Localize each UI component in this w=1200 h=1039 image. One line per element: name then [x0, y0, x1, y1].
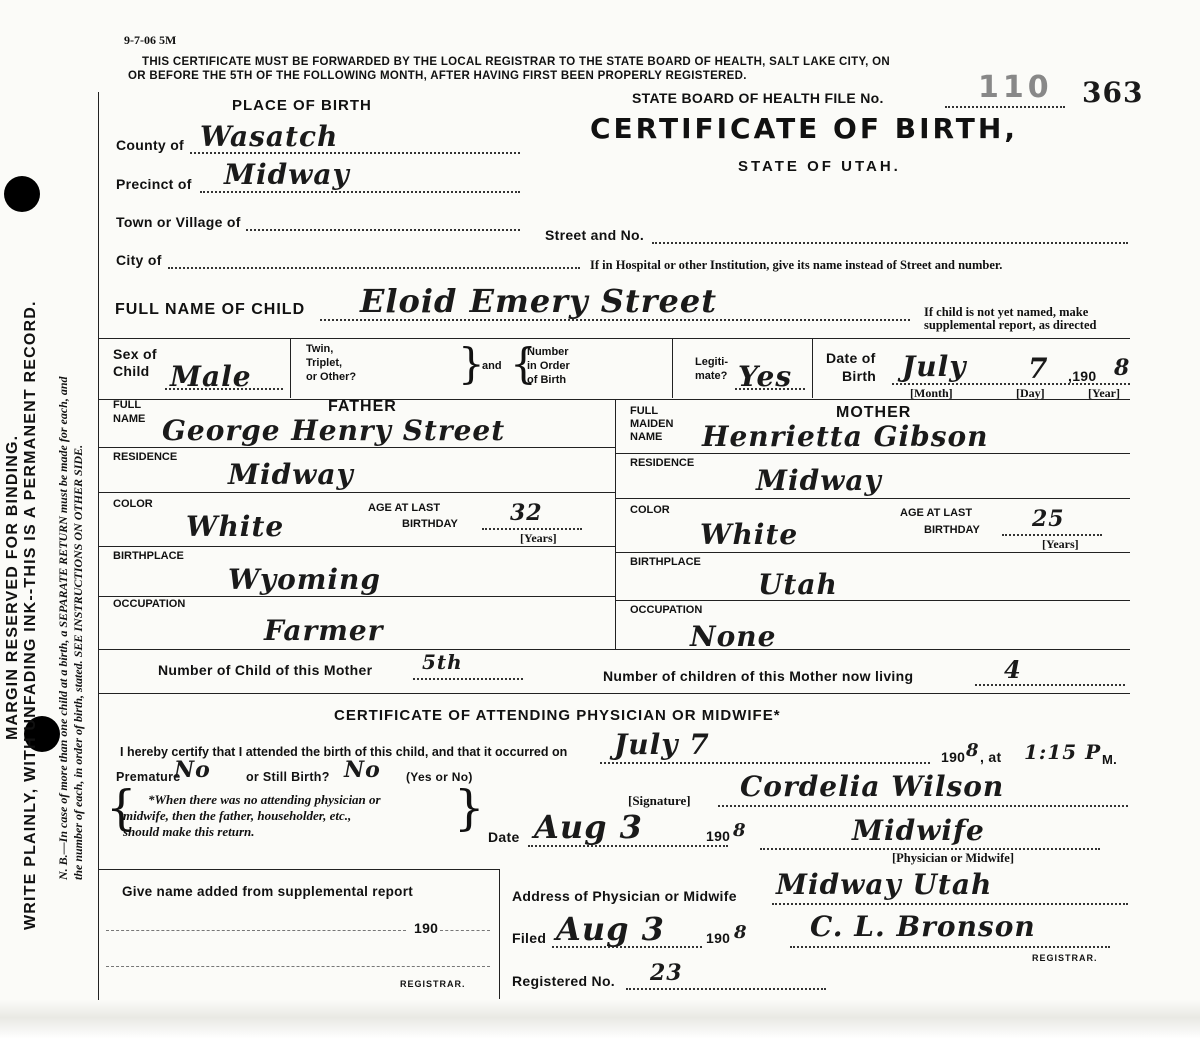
mother-occupation-value: None	[690, 620, 777, 653]
order-label-3: of Birth	[527, 374, 567, 386]
filed-label: Filed	[512, 930, 547, 946]
state-title: STATE OF UTAH.	[738, 158, 901, 175]
child-name-note-2: supplemental report, as directed	[924, 318, 1097, 332]
filed-year-prefix: 190	[706, 930, 731, 946]
father-occupation-value: Farmer	[264, 614, 384, 647]
date-value: Aug 3	[534, 808, 643, 846]
registered-value: 23	[650, 960, 683, 986]
mother-residence-value: Midway	[756, 464, 882, 497]
father-color-value: White	[186, 510, 285, 543]
child-name-value: Eloid Emery Street	[360, 282, 718, 320]
filed-year-suffix: 8	[734, 922, 748, 943]
supplemental-line-3	[106, 966, 490, 967]
birth-year-suffix: 8	[1114, 355, 1131, 381]
mother-occupation-label: OCCUPATION	[630, 604, 703, 616]
form-code: 9-7-06 5M	[124, 33, 177, 47]
legit-divider	[812, 338, 813, 398]
rule-physician-top	[98, 693, 1130, 694]
street-line	[652, 242, 1128, 244]
file-no-value: 110	[978, 70, 1053, 105]
street-label: Street and No.	[545, 227, 645, 243]
registered-line	[626, 988, 826, 990]
county-label: County of	[116, 137, 185, 153]
father-residence-value: Midway	[228, 458, 354, 491]
physician-note-1: *When there was no attending physician or	[148, 792, 381, 807]
physician-title-caption: [Physician or Midwife]	[892, 851, 1014, 865]
time-value: 1:15 P	[1024, 740, 1102, 764]
certify-text: I hereby certify that I attended the birth of this child, and that it occurred on	[120, 745, 568, 759]
supplemental-label: Give name added from supplemental report	[122, 884, 414, 899]
precinct-label: Precinct of	[116, 176, 192, 192]
father-age-label-2: BIRTHDAY	[402, 518, 458, 530]
city-line	[168, 267, 580, 269]
hospital-note: If in Hospital or other Institution, give its name instead of Street and number.	[590, 258, 1003, 272]
town-label: Town or Village of	[116, 214, 241, 230]
premature-label: Premature	[116, 770, 181, 784]
still-birth-label: or Still Birth?	[246, 770, 330, 784]
twin-brace: }	[458, 339, 485, 388]
mother-maiden-label: MAIDEN	[630, 418, 674, 430]
order-divider	[672, 338, 673, 398]
mother-color-value: White	[700, 518, 799, 551]
mother-years-caption: [Years]	[1042, 537, 1079, 551]
place-of-birth-heading: PLACE OF BIRTH	[232, 97, 372, 114]
occurred-year-suffix: 8	[966, 740, 980, 761]
father-birthplace-label: BIRTHPLACE	[113, 550, 184, 562]
signature-line	[718, 805, 1128, 807]
children-living-label: Number of children of this Mother now living	[603, 668, 914, 684]
father-name-label: NAME	[113, 413, 146, 425]
address-value: Midway Utah	[776, 868, 993, 901]
birth-month-caption: [Month]	[910, 386, 953, 400]
mother-name-label: NAME	[630, 431, 663, 443]
sex-label-1: Sex of	[113, 346, 157, 362]
father-years-caption: [Years]	[520, 531, 557, 545]
note-brace-right: }	[454, 780, 485, 836]
still-birth-value: No	[344, 757, 381, 783]
mother-birthplace-rule	[615, 600, 1130, 601]
father-heading: FATHER	[328, 398, 397, 415]
twin-label-1: Twin,	[306, 343, 334, 355]
father-name-value: George Henry Street	[162, 414, 506, 447]
physician-note-3: should make this return.	[123, 824, 255, 839]
occurred-date-value: July 7	[614, 728, 710, 761]
midwife-line	[760, 848, 1100, 850]
birth-date-label-2: Birth	[842, 368, 877, 384]
physician-title-value: Midwife	[852, 814, 985, 847]
county-value: Wasatch	[200, 120, 339, 153]
header-notice-line1: THIS CERTIFICATE MUST BE FORWARDED BY THE LOCAL REGISTRAR TO THE STATE BOARD OF HEALTH, SALT LAKE CITY, ON	[142, 56, 890, 68]
date-year-prefix: 190	[706, 828, 731, 844]
mother-age-label-2: BIRTHDAY	[924, 524, 980, 536]
registrar-signature: C. L. Bronson	[810, 910, 1036, 943]
certificate-title: CERTIFICATE OF BIRTH,	[590, 112, 1018, 145]
file-no-line	[945, 106, 1065, 108]
parents-divider	[615, 399, 616, 649]
yes-no-label: (Yes or No)	[406, 770, 473, 784]
mother-color-label: COLOR	[630, 504, 670, 516]
birth-month-value: July	[902, 350, 967, 383]
number-brace: {	[510, 339, 537, 388]
mother-residence-rule	[615, 498, 1130, 499]
supplemental-year: 190	[414, 920, 439, 936]
filed-value: Aug 3	[556, 910, 665, 948]
twin-label-3: or Other?	[306, 371, 357, 383]
supplemental-line-2	[440, 930, 490, 931]
torn-bottom-edge	[0, 1000, 1200, 1039]
father-age-value: 32	[510, 500, 543, 526]
address-line	[772, 903, 1128, 905]
physician-heading: CERTIFICATE OF ATTENDING PHYSICIAN OR MIDWIFE*	[334, 707, 781, 724]
supplemental-box-top	[98, 869, 500, 870]
city-label: City of	[116, 252, 162, 268]
margin-permanent-record: WRITE PLAINLY, WITH UNFADING INK--THIS IS A PERMANENT RECORD.	[22, 300, 39, 930]
legit-value: Yes	[738, 360, 793, 393]
signature-value: Cordelia Wilson	[740, 770, 1005, 803]
father-age-label-1: AGE AT LAST	[368, 502, 441, 514]
mother-color-rule	[615, 552, 1130, 553]
child-name-note-1: If child is not yet named, make	[924, 305, 1089, 319]
child-name-label: FULL NAME OF CHILD	[115, 301, 306, 318]
at-label: , at	[980, 749, 1002, 765]
mother-residence-label: RESIDENCE	[630, 457, 695, 469]
precinct-value: Midway	[224, 158, 350, 191]
sex-divider	[290, 338, 291, 398]
file-no-label: STATE BOARD OF HEALTH FILE No.	[632, 90, 884, 106]
children-living-value: 4	[1004, 655, 1022, 684]
father-residence-label: RESIDENCE	[113, 451, 178, 463]
supplemental-box-right	[499, 869, 500, 999]
supplemental-line-1	[106, 930, 406, 931]
mother-age-label-1: AGE AT LAST	[900, 507, 973, 519]
father-birthplace-value: Wyoming	[228, 563, 381, 596]
precinct-line	[200, 191, 520, 193]
father-name-rule	[98, 447, 615, 448]
legit-label-1: Legiti-	[695, 356, 728, 368]
date-year-suffix: 8	[733, 820, 747, 841]
father-full-label: FULL	[113, 399, 142, 411]
registered-label: Registered No.	[512, 973, 615, 989]
child-number-line	[413, 678, 523, 680]
birth-day-value: 7	[1028, 352, 1049, 385]
registrar-line	[790, 946, 1110, 948]
occurred-year-prefix: 190	[941, 749, 966, 765]
signature-caption: [Signature]	[628, 793, 691, 808]
father-color-rule	[98, 546, 615, 547]
birth-day-caption: [Day]	[1016, 386, 1045, 400]
margin-nb-note-2: the number of each, in order of birth, stated. SEE INSTRUCTIONS ON OTHER SIDE.	[71, 444, 85, 880]
father-color-label: COLOR	[113, 498, 153, 510]
rule-parents-top	[98, 399, 1130, 400]
rule-child-top	[98, 338, 1130, 339]
child-number-value: 5th	[422, 650, 463, 674]
twin-label-2: Triplet,	[306, 357, 343, 369]
supplemental-registrar: REGISTRAR.	[400, 979, 466, 989]
birth-date-label-1: Date of	[826, 350, 876, 366]
physician-note-2: midwife, then the father, householder, etc.,	[123, 808, 352, 823]
margin-binding-note: MARGIN RESERVED FOR BINDING.	[4, 434, 21, 740]
mother-birthplace-value: Utah	[758, 568, 838, 601]
child-number-label: Number of Child of this Mother	[158, 662, 373, 678]
premature-value: No	[174, 757, 211, 783]
mother-age-value: 25	[1032, 506, 1065, 532]
mother-heading: MOTHER	[836, 404, 912, 421]
legit-line	[735, 388, 805, 390]
birth-year-caption: [Year]	[1088, 386, 1120, 400]
order-label-1: Number	[527, 346, 569, 358]
mother-age-line	[1002, 534, 1102, 536]
mother-full-label: FULL	[630, 405, 659, 417]
father-birthplace-rule	[98, 596, 615, 597]
father-occupation-label: OCCUPATION	[113, 598, 186, 610]
sex-line	[165, 388, 283, 390]
sex-label-2: Child	[113, 363, 150, 379]
legit-label-2: mate?	[695, 370, 728, 382]
header-notice-line2: OR BEFORE THE 5TH OF THE FOLLOWING MONTH, AFTER HAVING FIRST BEEN PROPERLY REGISTERED.	[128, 70, 747, 82]
father-age-line	[482, 528, 582, 530]
m-label: M.	[1102, 752, 1118, 767]
sex-value: Male	[170, 360, 252, 393]
order-label-2: in Order	[527, 360, 570, 372]
occurred-line	[600, 762, 930, 764]
father-residence-rule	[98, 492, 615, 493]
children-living-line	[975, 684, 1125, 686]
mother-name-value: Henrietta Gibson	[702, 420, 989, 453]
file-no-value-2: 363	[1082, 76, 1144, 109]
town-line	[246, 229, 520, 231]
mother-birthplace-label: BIRTHPLACE	[630, 556, 701, 568]
date-label: Date	[488, 829, 520, 845]
margin-nb-note-1: N. B.—In case of more than one child at a birth, a SEPARATE RETURN must be made for each, and	[56, 376, 70, 880]
birth-year-prefix: ,190	[1068, 368, 1097, 384]
note-brace-left: {	[106, 780, 137, 836]
registrar-caption: REGISTRAR.	[1032, 953, 1098, 963]
binding-hole-top	[4, 176, 40, 212]
address-label: Address of Physician or Midwife	[512, 888, 737, 904]
rule-parents-bottom	[98, 649, 1130, 650]
mother-name-rule	[615, 453, 1130, 454]
and-label: and	[482, 360, 502, 372]
